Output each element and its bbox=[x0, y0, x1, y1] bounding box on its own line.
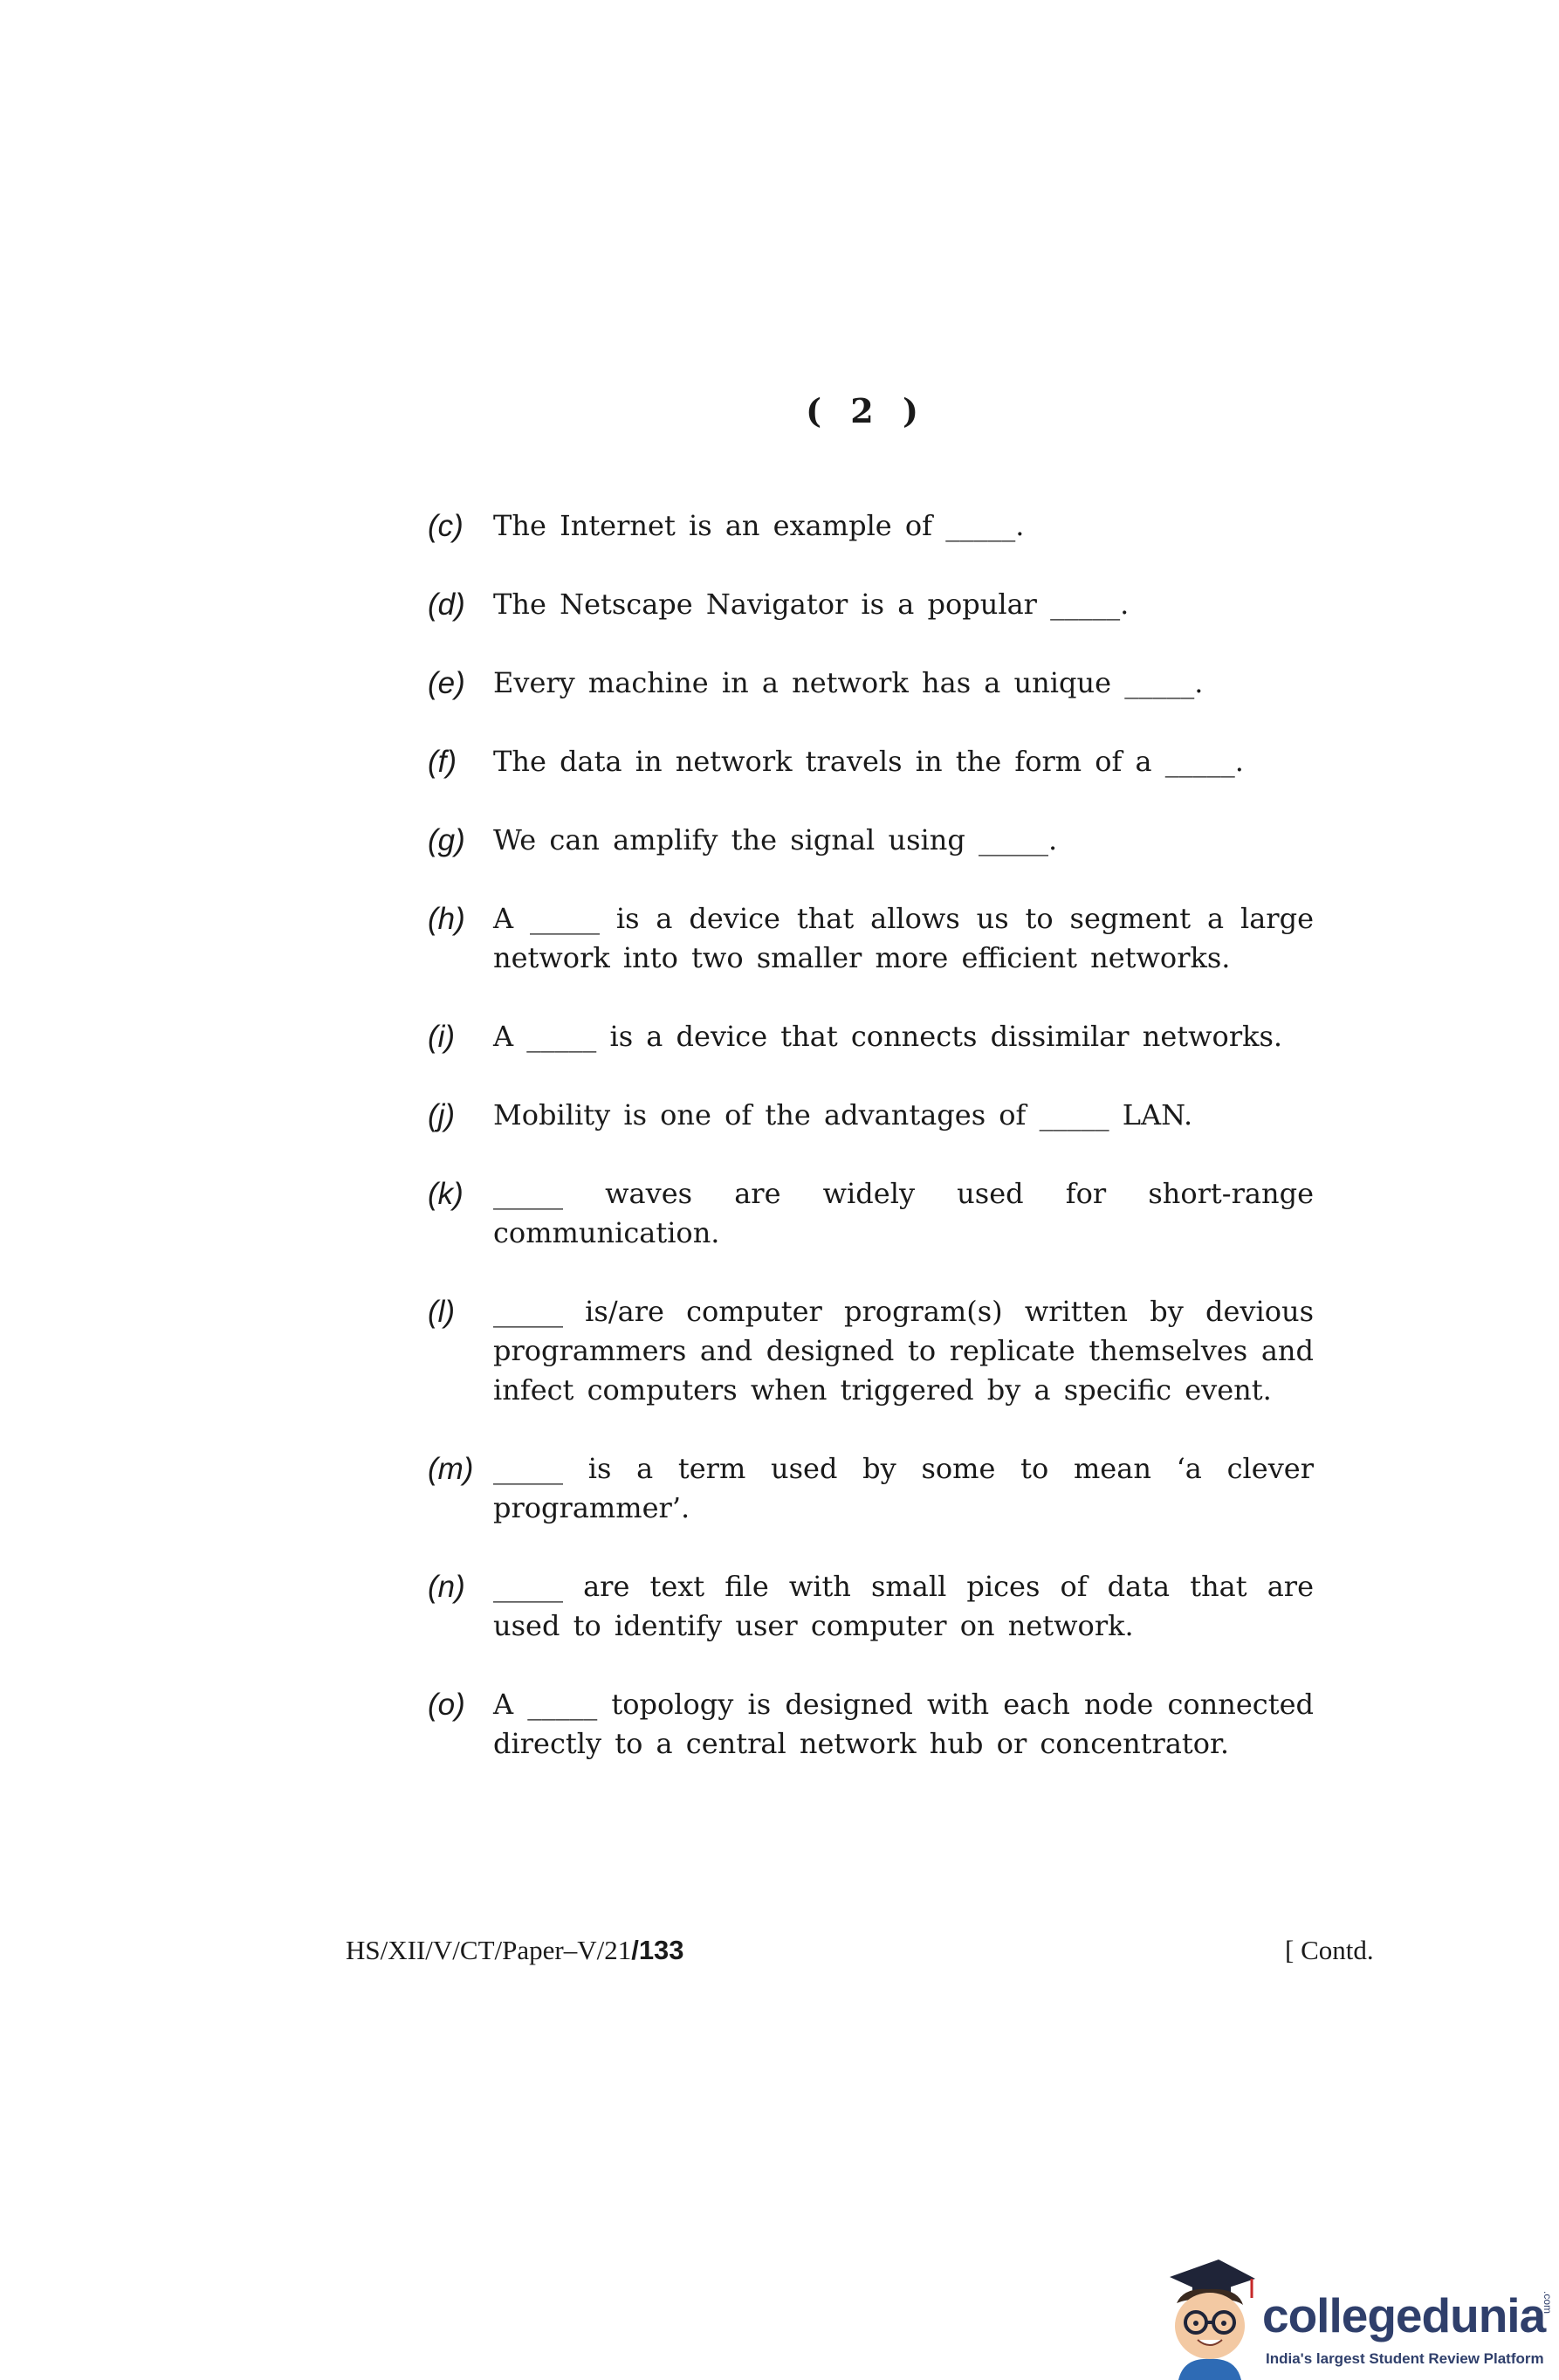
question-text: _____ are text file with small pices of data that are used to identify user computer on network. bbox=[493, 1570, 1314, 1642]
question-label: (h) bbox=[428, 902, 465, 936]
question-item bbox=[428, 1567, 1314, 1646]
question-text: We can amplify the signal using _____. bbox=[493, 823, 1058, 856]
question-label: (m) bbox=[428, 1452, 474, 1486]
brand-name: collegedunia bbox=[1262, 2288, 1546, 2342]
question-item bbox=[428, 1174, 1314, 1253]
collegedunia-watermark bbox=[1157, 2253, 1559, 2380]
question-label: (n) bbox=[428, 1570, 465, 1604]
question-item bbox=[428, 585, 1314, 624]
question-text: Every machine in a network has a unique _____. bbox=[493, 666, 1204, 699]
question-item bbox=[428, 1096, 1314, 1135]
question-label: (o) bbox=[428, 1688, 465, 1722]
question-text: The data in network travels in the form of a _____. bbox=[493, 745, 1244, 778]
question-item bbox=[428, 1292, 1314, 1410]
question-text: _____ is/are computer program(s) written by devious programmers and designed to replicate themselves and infect computers when triggered by a specific event. bbox=[493, 1295, 1314, 1407]
question-item bbox=[428, 1685, 1314, 1764]
question-text: Mobility is one of the advantages of _____ LAN. bbox=[493, 1098, 1193, 1132]
question-item bbox=[428, 664, 1314, 703]
question-label: (j) bbox=[428, 1098, 456, 1132]
student-mascot-icon bbox=[1157, 2253, 1260, 2380]
brand-tagline: India's largest Student Review Platform bbox=[1266, 2350, 1544, 2367]
question-label: (l) bbox=[428, 1295, 456, 1329]
question-item bbox=[428, 899, 1314, 978]
question-text: A _____ is a device that connects dissimilar networks. bbox=[493, 1020, 1283, 1053]
continued-label: [ Contd. bbox=[1285, 1935, 1374, 1965]
paper-code bbox=[346, 1935, 684, 1966]
question-label: (f) bbox=[428, 745, 457, 779]
question-text: A _____ topology is designed with each node connected directly to a central network hub or concentrator. bbox=[493, 1688, 1314, 1760]
question-label: (c) bbox=[428, 509, 464, 543]
question-item bbox=[428, 506, 1314, 546]
question-text: _____ is a term used by some to mean ‘a clever programmer’. bbox=[493, 1452, 1314, 1524]
question-label: (e) bbox=[428, 666, 465, 700]
question-item bbox=[428, 1017, 1314, 1056]
question-text: The Netscape Navigator is a popular _____. bbox=[493, 588, 1130, 621]
question-text: The Internet is an example of _____. bbox=[493, 509, 1025, 542]
brand-domain-suffix: .com bbox=[1542, 2291, 1554, 2315]
question-label: (k) bbox=[428, 1177, 464, 1211]
question-label: (i) bbox=[428, 1020, 456, 1054]
question-list bbox=[428, 506, 1314, 1803]
question-item bbox=[428, 742, 1314, 781]
question-label: (g) bbox=[428, 823, 465, 857]
question-item bbox=[428, 1449, 1314, 1528]
page-number: ( 2 ) bbox=[806, 391, 927, 430]
question-text: A _____ is a device that allows us to segment a large network into two smaller more efficient networks. bbox=[493, 902, 1314, 974]
question-text: _____ waves are widely used for short-range communication. bbox=[493, 1177, 1314, 1249]
paper-code-suffix: /133 bbox=[631, 1935, 684, 1965]
question-label: (d) bbox=[428, 588, 465, 622]
question-item bbox=[428, 821, 1314, 860]
paper-code-prefix: HS/XII/V/CT/Paper–V/21 bbox=[346, 1935, 632, 1965]
